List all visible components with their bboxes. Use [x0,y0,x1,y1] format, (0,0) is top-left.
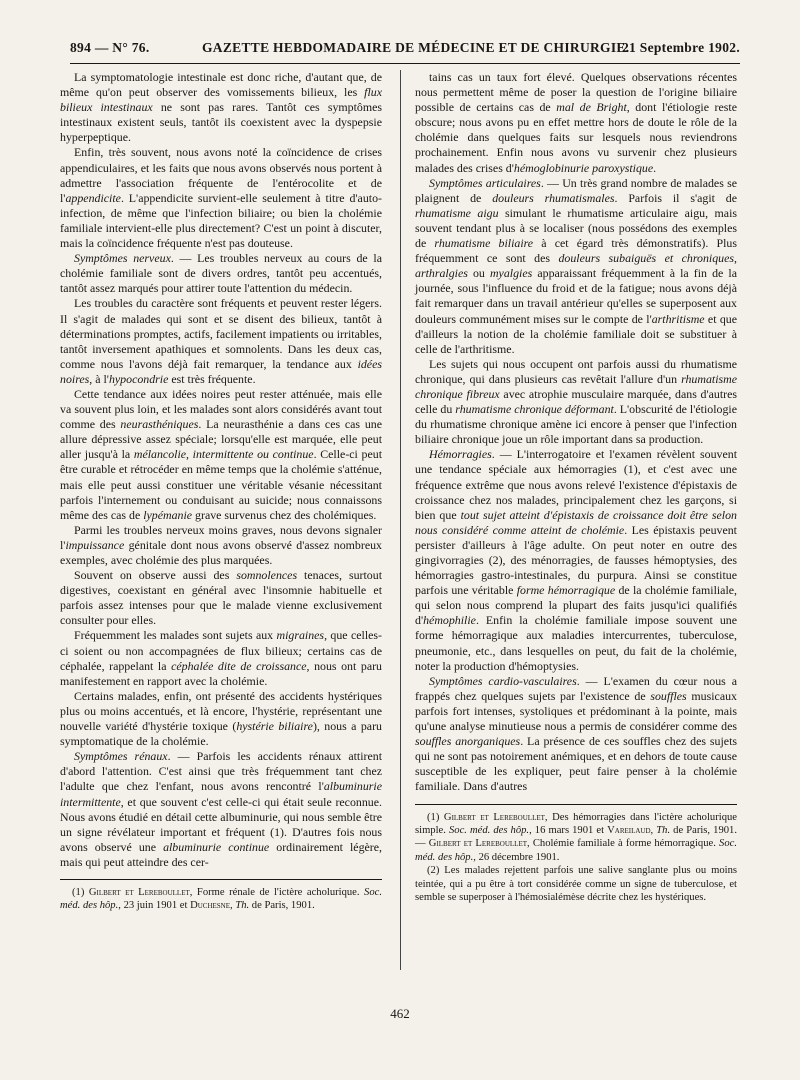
footnote: (1) Gilbert et Lereboullet, Forme rénale de l'ictère acholurique. Soc. méd. des hôp., 23 juin 1901 et Duchesne, Th. de Paris, 1901. [60,886,382,912]
italic-term: Symptômes articulaires [429,175,541,190]
footnote: (1) Gilbert et Lereboullet, Des hémorragies dans l'ictère acholurique simple. Soc. méd. des hôp., 16 mars 1901 et Vareilaud, Th. de Paris, 1901. — Gilbert et Lereboullet, Cholémie familiale à forme hémorragique. Soc. méd. des hôp., 26 décembre 1901. [415,811,737,863]
page-number: 462 [390,1006,410,1021]
italic-term: forme hémorragique [516,583,616,598]
author-name: Duchesne [190,900,231,912]
paragraph: Les troubles du caractère sont fréquents et peuvent rester légers. Il s'agit de malades qui sont et se disent des bilieux, tantôt à déterminations promptes, actifs, facilement impatients ou irritables, tantôt inversement apathiques et somnolents. Dans les deux cas, comme nous l'avons déjà fait remarquer, la tendance aux idées noires, à l'hypocondrie est très fréquente. [60,296,382,386]
author-name: Gilbert et Lereboullet [88,886,190,898]
italic-term: flux bilieux intestinaux [60,85,382,115]
italic-term: myalgies [489,266,533,281]
italic-term: douleurs subaiguës et chroniques [558,251,735,266]
paragraph: Symptômes articulaires. — Un très grand nombre de malades se plaignent de douleurs rhumatismales. Parfois il s'agit de rhumatisme aigu simulant le rhumatisme articulaire aigu, mais souvent tendant plus à se localiser (nous possédons des exemples de rhumatisme biliaire à cet égard très démonstratifs). Plus fréquemment ce sont des douleurs subaiguës et chroniques, arthralgies ou myalgies apparaissant fréquemment à la fin de la journée, sous l'influence du froid et de la fatigue; nous avons déjà fait remarquer dans un travail antérieur qu'elles se superposent aux douleurs communément mises sur le compte de l'arthritisme et que d'ailleurs la notion de la cholémie familiale doit se substituer à celle de l'arthritisme. [415,175,738,356]
italic-term: arthralgies [415,266,468,281]
footnote-rule [415,804,737,805]
italic-term: rhumatisme chronique déformant [455,402,614,417]
column-divider [400,70,401,970]
right-column-body [415,70,737,795]
paragraph: tains cas un taux fort élevé. Quelques observations récentes nous permettent même de poser la question de l'origine biliaire possible de certains cas de mal de Bright, dont l'étiologie reste obscure; nous avons pu en effet mettre hors de doute le rôle de la cholémie dans quelques faits sur lesquels nous reviendrons prochainement. Enfin nous avons vu survenir chez plusieurs malades des crises d'hémoglobinurie paroxystique. [415,70,737,175]
italic-term: somnolences [236,568,298,583]
italic-term: douleurs rhumatismales [492,190,615,205]
italic-term: céphalée dite de croissance [171,658,307,673]
italic-term: arthritisme [651,311,705,326]
paragraph: Les sujets qui nous occupent ont parfois aussi du rhumatisme chronique, qui dans plusieurs cas revêtait l'allure d'un rhumatisme chronique fibreux avec atrophie musculaire marquée, dans d'autres celle du rhumatisme chronique déformant. L'obscurité de l'étiologie du rhumatisme chronique amène ici encore à penser que l'infection biliaire chronique joue un rôle important dans sa production. [415,356,738,447]
italic-term: albuminurie continue [163,839,270,854]
paragraph: Parmi les troubles nerveux moins graves, nous devons signaler l'impuissance génitale dont nous avons observé d'assez nombreux exemples, avec cholémie des plus marquées. [60,522,382,567]
italic-term: Soc. méd. des hôp. [415,838,737,863]
italic-term: hémoglobinurie paroxystique [513,160,654,175]
italic-term: Soc. méd. des hôp. [448,824,530,836]
left-column [60,70,382,913]
italic-term: hémophilie [423,613,476,628]
italic-term: Th. [656,824,671,836]
paragraph: Symptômes rénaux. — Parfois les accidents rénaux attirent d'abord l'attention. C'est ainsi que très fréquemment tant chez l'adulte que chez l'enfant, nous avons rencontré l'albuminurie intermittente, et que souvent c'est celle-ci qui était seule reconnue. Nous avons étudié en détail cette albuminurie, qui nous semble être un signe révélateur important et fréquent (1). D'autres fois nous avons observé une albuminurie continue ordinairement légère, mais qui peut atteindre des cer- [60,749,383,869]
paragraph: Cette tendance aux idées noires peut rester atténuée, mais elle va souvent plus loin, et les malades sont alors considérés avant tout comme des neurasthéniques. La neurasthénie a dans ces cas une allure dépressive assez spéciale; lorsqu'elle est marquée, elle peut aller jusqu'à la mélancolie, intermittente ou continue. Celle-ci peut être curable et rétrocéder en même temps que la cholémie s'atténue, mais elle peut aussi constituer une véritable vésanie nécessitant parfois l'internement ou conduisant au suicide; nous connaissons même des cas de lypémanie grave survenus chez des cholémiques. [60,386,383,522]
right-column [415,70,737,904]
italic-term: Soc. méd. des hôp. [60,886,382,912]
paragraph: Enfin, très souvent, nous avons noté la coïncidence de crises appendiculaires, et les faits que nous avons observés nous portent à admettre l'association fréquente de l'entérocolite et de l'appendicite. L'appendicite survient-elle seulement à titre d'auto-infection, de même que l'infection biliaire; ou bien la cholémie familiale intervient-elle plus directement? C'est un point à discuter, mais la coïncidence fréquente n'est pas douteuse. [60,145,382,251]
italic-term: neurasthéniques [120,417,199,432]
footnote: (2) Les malades rejettent parfois une salive sanglante plus ou moins teintée, qui a pu être à tort considérée comme un signe de tuberculose, et semble se superposer à l'hémosialémèse décrite chez les hystériques. [415,865,737,903]
italic-term: idées noires [60,356,382,386]
author-name: Gilbert et Lereboullet [428,838,527,850]
italic-term: Symptômes cardio-vasculaires [429,673,577,688]
paragraph: Symptômes nerveux. — Les troubles nerveux au cours de la cholémie familiale sont de divers ordres, tantôt peu accentués, tantôt assez marqués pour attirer toute l'attention du médecin. [60,251,382,296]
italic-term: tout sujet atteint d'épistaxis de croissance doit être selon nous considéré comme atteint de cholémie [415,507,737,537]
paragraph: Fréquemment les malades sont sujets aux migraines, que celles-ci soient ou non accompagnées de flux bilieux; certains cas de céphalée, rappelant la céphalée dite de croissance, nous ont paru manifestement en rapport avec la cholémie. [60,628,382,688]
italic-term: souffles [650,688,687,703]
italic-term: mal de Bright [556,100,627,115]
paragraph: Certains malades, enfin, ont présenté des accidents hystériques plus ou moins accentués, et là encore, l'hystérie, représentant une nouvelle variété d'hystérie toxique (hystérie biliaire), nous a paru symptomatique de la cholémie. [60,688,382,749]
italic-term: rhumatisme chronique fibreux [415,371,737,401]
header-rule [70,63,740,64]
journal-title: GAZETTE HEBDOMADAIRE DE MÉDECINE ET DE CHIRURGIE. [202,40,630,55]
left-column-body [60,70,382,870]
italic-term: Th. [235,900,250,912]
italic-term: migraines [276,628,325,643]
italic-term: lypémanie [143,507,193,522]
paragraph: La symptomatologie intestinale est donc riche, d'autant que, de même qu'on peut observer des vomissements bilieux, les flux bilieux intestinaux ne sont pas rares. Tantôt ces symptômes intestinaux existent seuls, tantôt ils coexistent avec la dyspepsie hyperpeptique. [60,70,383,145]
paragraph: Souvent on observe aussi des somnolences tenaces, surtout digestives, coexistant en général avec l'insomnie habituelle et parfois assez intenses pour que le malade vienne exclusivement consulter pour elles. [60,568,382,628]
italic-term: Symptômes nerveux [74,251,171,266]
italic-term: rhumatisme biliaire [434,236,534,251]
author-name: Gilbert et Lereboullet [443,811,545,823]
paragraph: Hémorragies. — L'interrogatoire et l'examen révèlent souvent une tendance spéciale aux hémorragies (1), et c'est avec une fréquence extrême que nous avons relevé l'existence d'épistaxis de croissance chez nos malades, principalement chez les garçons, si bien que tout sujet atteint d'épistaxis de croissance doit être selon nous considéré comme atteint de cholémie. Les épistaxis peuvent persister d'ailleurs à l'âge adulte. On peut noter en outre des gingivorragies (2), des ménorragies, de fausses hémoptysies, des hémorragies gastro-intestinales, du purpura. Ainsi se constitue parfois une véritable forme hémorragique de la cholémie familiale, qui selon nous comprend la plupart des faits jusqu'ici qualifiés d'hémophilie. Enfin la cholémie familiale impose souvent une forme hémorragique aux maladies intercurrentes, tuberculose, pneumonie, etc., dans lesquelles on peut, du fait de la cholémie, noter la production d'hémoptysies. [415,447,738,673]
issue-date: 21 Septembre 1902. [621,40,740,55]
italic-term: Symptômes rénaux [74,749,168,764]
italic-term: souffles anorganiques [415,734,521,749]
italic-term: albuminurie intermittente [60,779,382,809]
italic-term: appendicite [65,190,121,205]
running-header [70,40,740,62]
italic-term: impuissance [65,537,125,552]
footnote-rule [60,879,382,880]
left-footnotes [60,886,382,913]
italic-term: hypocondrie [108,371,169,386]
italic-term: mélancolie, intermittente ou continue [133,447,314,462]
italic-term: rhumatisme aigu [415,205,499,220]
author-name: Vareilaud [607,824,651,836]
page-issue-number: 894 — N° 76. [70,40,150,55]
italic-term: Hémorragies [429,447,492,462]
paragraph: Symptômes cardio-vasculaires. — L'examen du cœur nous a frappés chez quelques sujets par l'existence de souffles musicaux parfois fort intenses, systoliques et prédominant à la pointe, mais qu'une analyse minutieuse nous a permis de considérer comme des souffles anorganiques. La présence de ces souffles chez des sujets qui ne sont pas notoirement anémiques, et en dehors de toute cause susceptible de les expliquer, peut faire penser à la cholémie familiale. Dans d'autres [415,673,737,794]
right-footnotes [415,811,737,905]
italic-term: hystérie biliaire [236,719,313,734]
